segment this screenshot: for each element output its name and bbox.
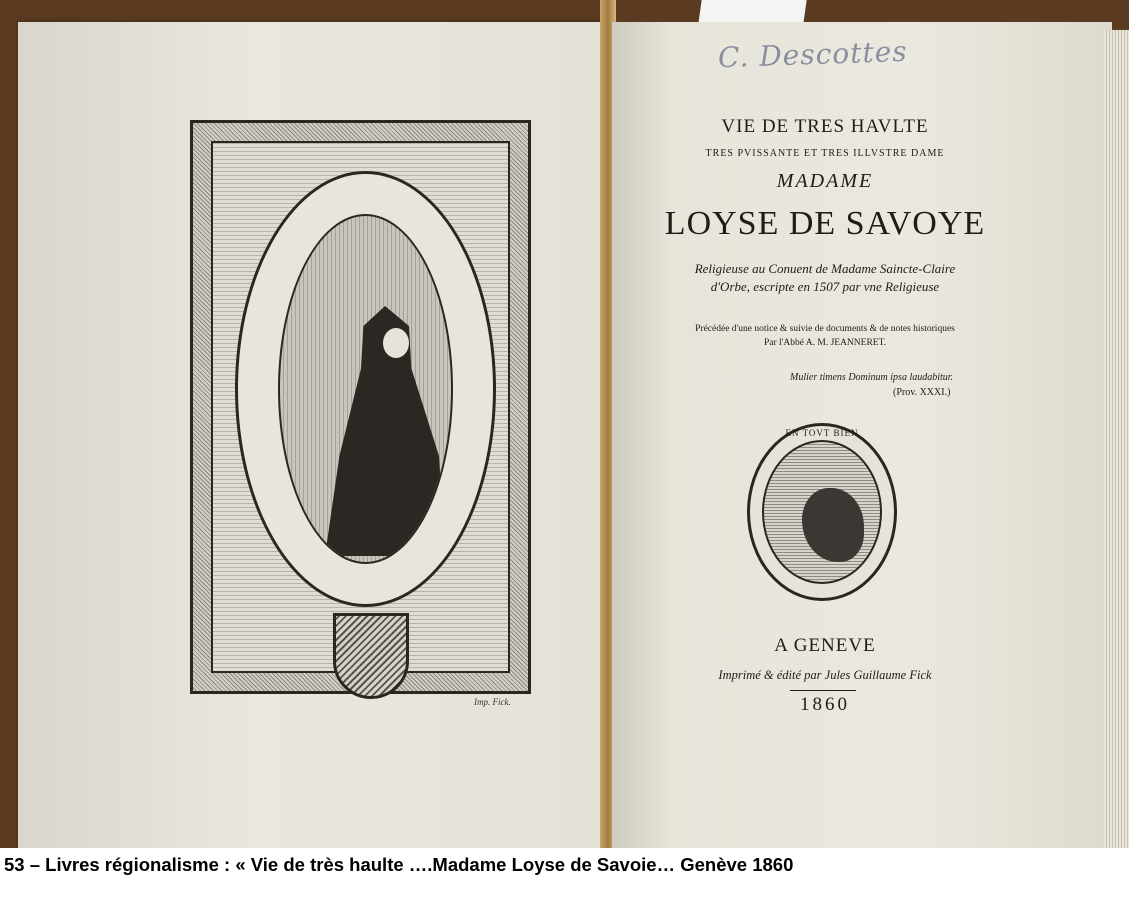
preface-line-2: Par l'Abbé A. M. JEANNERET. xyxy=(763,338,887,348)
medallion-motto: EN TOVT BIEN xyxy=(785,428,859,438)
divider-rule xyxy=(790,690,856,691)
publication-year: 1860 xyxy=(800,694,850,715)
printer-device-medallion xyxy=(747,423,897,601)
medallion-inner xyxy=(762,440,882,584)
photo-caption: 53 – Livres régionalisme : « Vie de très haulte ….Madame Loyse de Savoie… Genève 1860 xyxy=(4,854,794,875)
main-title: LOYSE DE SAVOYE xyxy=(664,205,986,242)
place-of-publication: A GENEVE xyxy=(774,635,876,656)
subtitle xyxy=(640,260,1010,296)
subtitle-text: Religieuse au Conuent de Madame Saincte-Claire d'Orbe, escripte en 1507 par vne Religieuse xyxy=(694,261,956,294)
triton-figure xyxy=(802,488,864,562)
epigraph: Mulier timens Dominum ipsa laudabitur. xyxy=(790,372,954,383)
preface-line-1: Précédée d'une notice & suivie de documents & de notes historiques xyxy=(695,324,955,334)
epigraph-reference: (Prov. XXXI.) xyxy=(893,387,951,398)
title-line-1: VIE DE TRES HAVLTE xyxy=(721,116,929,137)
nun-face xyxy=(383,328,409,358)
handwritten-signature: C. Descottes xyxy=(717,34,909,75)
title-line-2: TRES PVISSANTE ET TRES ILLVSTRE DAME xyxy=(705,148,945,159)
printer-mark: Imp. Fick. xyxy=(474,697,511,707)
engraving-frame xyxy=(211,141,510,673)
frontispiece-engraving xyxy=(190,120,531,694)
engraving-scene xyxy=(278,214,453,564)
engraving-oval xyxy=(235,171,496,607)
printer-line: Imprimé & édité par Jules Guillaume Fick xyxy=(718,668,932,682)
page-edges xyxy=(1104,30,1129,848)
coat-of-arms xyxy=(333,613,409,699)
paper-slip xyxy=(698,0,806,24)
preface-note xyxy=(640,322,1010,350)
title-line-3: MADAME xyxy=(776,170,874,192)
